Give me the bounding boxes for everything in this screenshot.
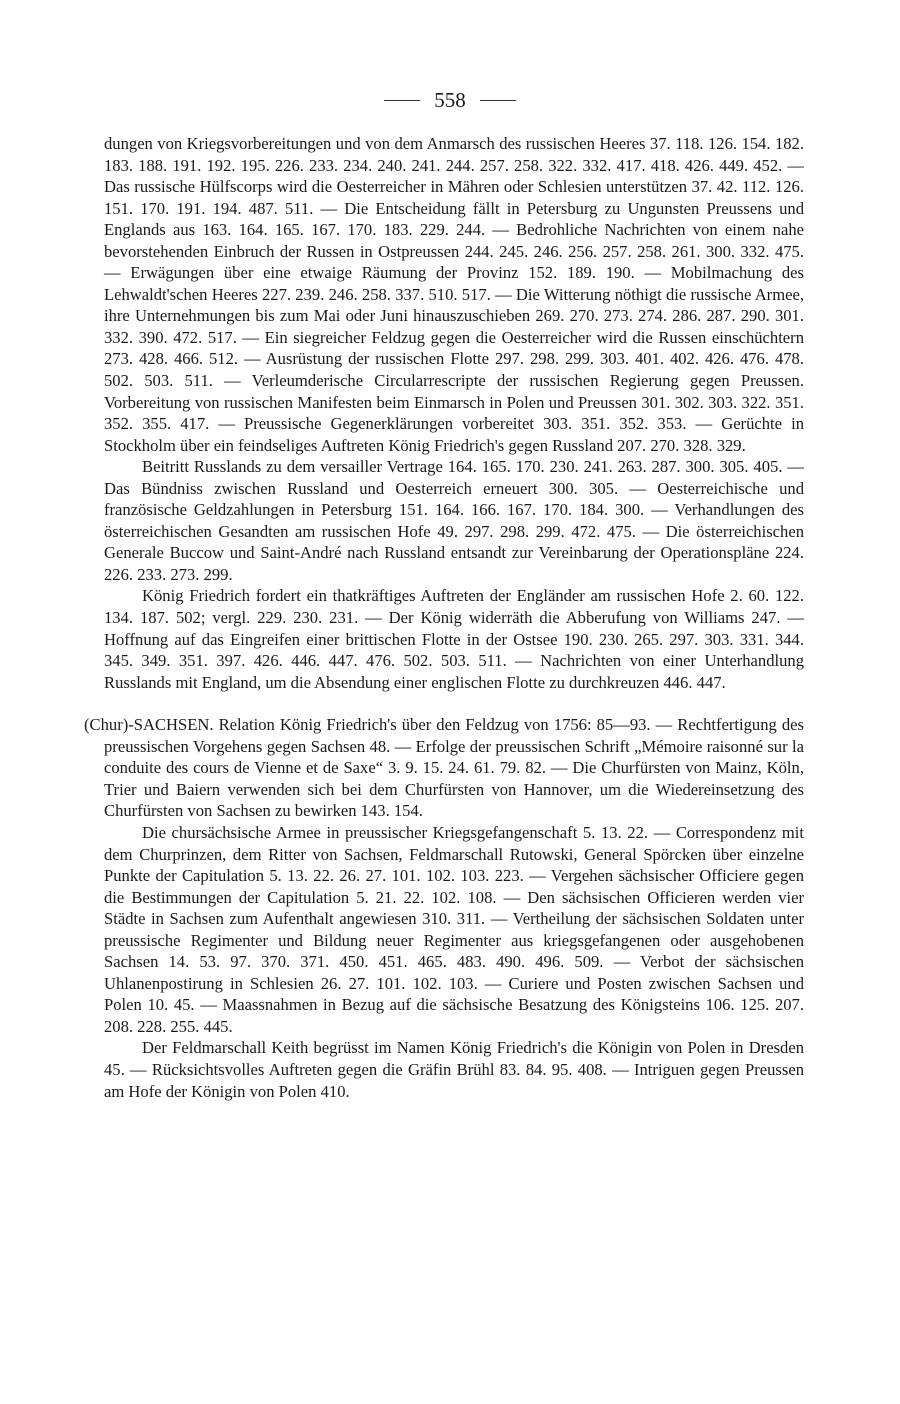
- header-rule-left: [384, 100, 420, 101]
- paragraph-england-russland: König Friedrich fordert ein thatkräftiges Auftreten der Engländer am russischen Hofe 2. 60. 122. 134. 187. 502; vergl. 229. 230. 231. — Der König widerräth die Abberufung von Williams 247. — Hoffnung auf das Eingreifen einer brittischen Flotte in der Ostsee 190. 230. 265. 297. 303. 331. 344. 345. 349. 351. 397. 426. 446. 447. 476. 502. 503. 511. — Nachrichten von einer Unterhandlung Russlands mit England, um die Absendung einer englischen Flotte zu durchkreuzen 446. 447.: [104, 586, 804, 692]
- index-text: [84, 133, 804, 1102]
- paragraph-sachsen-entry: (Chur)-SACHSEN. Relation König Friedrich's über den Feldzug von 1756: 85—93. — Rechtfertigung des preussischen Vorgehens gegen Sachsen 48. — Erfolge der preussischen Schrift „Mémoire raisonné sur la conduite des cours de Vienne et de Saxe“ 3. 9. 15. 24. 61. 79. 82. — Die Churfürsten von Mainz, Köln, Trier und Baiern verwenden sich bei dem Churfürsten von Hannover, um die Wiedereinsetzung des Churfürsten von Sachsen zu bewirken 143. 154.: [84, 715, 804, 821]
- page-header: [0, 88, 900, 112]
- paragraph-russland-continued: dungen von Kriegsvorbereitungen und von dem Anmarsch des russischen Heeres 37. 118. 126. 154. 182. 183. 188. 191. 192. 195. 226. 233. 234. 240. 241. 244. 257. 258. 322. 332. 417. 418. 426. 449. 452. — Das russische Hülfscorps wird die Oesterreicher in Mähren oder Schlesien unterstützen 37. 42. 112. 126. 151. 170. 191. 194. 487. 511. — Die Entscheidung fällt in Petersburg zu Ungunsten Preussens und Englands aus 163. 164. 165. 167. 170. 183. 229. 244. — Bedrohliche Nachrichten von einem nahe bevorstehenden Einbruch der Russen in Ostpreussen 244. 245. 246. 256. 257. 258. 261. 300. 332. 475. — Erwägungen über eine etwaige Räumung der Provinz 152. 189. 190. — Mobilmachung des Lehwaldt'schen Heeres 227. 239. 246. 258. 337. 510. 517. — Die Witterung nöthigt die russische Armee, ihre Unternehmungen bis zum Mai oder Juni hinauszuschieben 269. 270. 273. 274. 286. 287. 290. 301. 332. 390. 472. 517. — Ein siegreicher Feldzug gegen die Oesterreicher wird die Russen einschüchtern 273. 428. 466. 512. — Ausrüstung der russischen Flotte 297. 298. 299. 303. 401. 402. 426. 476. 478. 502. 503. 511. — Verleumderische Circularrescripte der russischen Regierung gegen Preussen. Vorbereitung von russischen Manifesten beim Einmarsch in Polen und Preussen 301. 302. 303. 322. 351. 352. 355. 417. — Preussische Gegenerklärungen vorbereitet 303. 351. 352. 353. — Gerüchte in Stockholm über ein feindseliges Auftreten König Friedrich's gegen Russland 207. 270. 328. 329.: [104, 134, 804, 455]
- paragraph-saechsische-armee: Die chursächsische Armee in preussischer Kriegsgefangenschaft 5. 13. 22. — Correspondenz mit dem Churprinzen, dem Ritter von Sachsen, Feldmarschall Rutowski, General Spörcken über einzelne Punkte der Capitulation 5. 13. 22. 26. 27. 101. 102. 103. 223. — Vergehen sächsischer Officiere gegen die Bestimmungen der Capitulation 5. 21. 22. 102. 108. — Den sächsischen Officieren werden vier Städte in Sachsen zum Aufenthalt angewiesen 310. 311. — Vertheilung der sächsischen Soldaten unter preussische Regimenter und Bildung neuer Regimenter aus kriegsgefangenen oder ausgehobenen Sachsen 14. 53. 97. 370. 371. 450. 451. 465. 483. 490. 496. 509. — Verbot der sächsischen Uhlanenpostirung in Schlesien 26. 27. 101. 102. 103. — Curiere und Posten zwischen Sachsen und Polen 10. 45. — Maassnahmen in Bezug auf die sächsische Besatzung des Königsteins 106. 125. 207. 208. 228. 255. 445.: [104, 822, 804, 1036]
- header-rule-right: [480, 100, 516, 101]
- paragraph-versailler-vertrag: Beitritt Russlands zu dem versailler Vertrage 164. 165. 170. 230. 241. 263. 287. 300. 305. 405. — Das Bündniss zwischen Russland und Oesterreich erneuert 300. 305. — Oesterreichische und französische Geldzahlungen in Petersburg 151. 164. 166. 167. 170. 184. 300. — Verhandlungen des österreichischen Gesandten am russischen Hofe 49. 297. 298. 299. 472. 475. — Die österreichischen Generale Buccow und Saint-André nach Russland entsandt zur Vereinbarung der Operationspläne 224. 226. 233. 273. 299.: [104, 457, 804, 584]
- paragraph-koenigin-von-polen: Der Feldmarschall Keith begrüsst im Namen König Friedrich's die Königin von Polen in Dresden 45. — Rücksichtsvolles Auftreten gegen die Gräfin Brühl 83. 84. 95. 408. — Intriguen gegen Preussen am Hofe der Königin von Polen 410.: [104, 1038, 804, 1101]
- page-number: 558: [434, 88, 466, 112]
